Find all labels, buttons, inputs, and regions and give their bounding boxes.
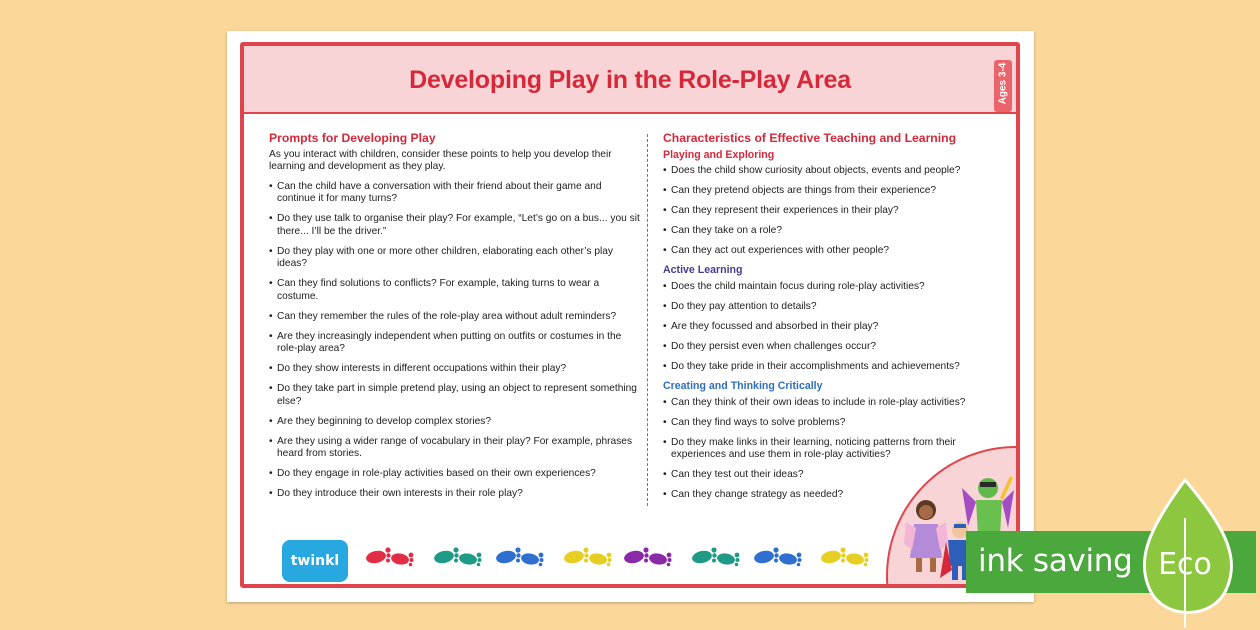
list-item: • Can they represent their experiences in their play? xyxy=(663,205,1003,218)
eco-leaf-icon xyxy=(1128,478,1248,628)
twinkl-logo xyxy=(282,540,348,582)
list-item: • Do they take part in simple pretend play, using an object to represent something else? xyxy=(269,383,641,408)
section-title-creating-thinking: Creating and Thinking Critically xyxy=(663,380,823,393)
active-learning-list xyxy=(663,281,1003,373)
footprint-icon xyxy=(819,543,871,569)
list-item: • Do they make links in their learning, noticing patterns from their experiences and use them in role-play activities? xyxy=(663,437,1003,462)
list-item: • Do they show interests in different occupations within their play? xyxy=(269,363,641,376)
list-item: • Are they beginning to develop complex stories? xyxy=(269,416,641,429)
list-item: • Can they act out experiences with other people? xyxy=(663,245,1003,258)
footprint-icon xyxy=(562,543,614,569)
footprint-icon xyxy=(432,543,484,569)
age-tab xyxy=(994,60,1012,112)
list-item: • Can they find ways to solve problems? xyxy=(663,417,1003,430)
list-item: • Can the child have a conversation with their friend about their game and continue it for many turns? xyxy=(269,181,641,206)
creating-thinking-list xyxy=(663,397,1003,502)
list-item: • Can they take on a role? xyxy=(663,225,1003,238)
footprint-icon xyxy=(690,543,742,569)
list-item: • Does the child show curiosity about objects, events and people? xyxy=(663,165,1003,178)
logo-text: twinkl xyxy=(290,553,340,569)
page-title: Developing Play in the Role-Play Area xyxy=(409,66,851,94)
title-band xyxy=(244,46,1016,114)
eco-label: Eco xyxy=(1158,547,1212,582)
list-item: • Do they use talk to organise their play? For example, “Let’s go on a bus... you sit there... I’ll be the driver.” xyxy=(269,213,641,238)
list-item: • Do they persist even when challenges occur? xyxy=(663,341,1003,354)
characteristics-heading: Characteristics of Effective Teaching and Learning xyxy=(663,131,957,145)
list-item: • Are they focussed and absorbed in their play? xyxy=(663,321,1003,334)
list-item: • Do they introduce their own interests in their role play? xyxy=(269,488,641,501)
list-item: • Are they increasingly independent when putting on outfits or costumes in the role-play area? xyxy=(269,331,641,356)
list-item: • Do they play with one or more other children, elaborating each other’s play ideas? xyxy=(269,246,641,271)
list-item: • Can they pretend objects are things from their experience? xyxy=(663,185,1003,198)
list-item: • Can they change strategy as needed? xyxy=(663,489,1003,502)
ink-saving-label: ink saving xyxy=(978,543,1133,579)
footprint-icon xyxy=(752,543,804,569)
footprint-icon xyxy=(364,543,416,569)
list-item: • Can they remember the rules of the role-play area without adult reminders? xyxy=(269,311,641,324)
footprint-icon xyxy=(494,543,546,569)
list-item: • Do they engage in role-play activities based on their own experiences? xyxy=(269,468,641,481)
list-item: • Do they pay attention to details? xyxy=(663,301,1003,314)
list-item: • Can they find solutions to conflicts? For example, taking turns to wear a costume. xyxy=(269,278,641,303)
characteristics-column xyxy=(663,132,1003,509)
footprint-icon xyxy=(622,543,674,569)
prompts-intro: As you interact with children, consider these points to help you develop their learning and development as they play. xyxy=(269,148,612,172)
column-divider xyxy=(647,134,648,506)
list-item: • Can they think of their own ideas to include in role-play activities? xyxy=(663,397,1003,410)
section-title-playing-exploring: Playing and Exploring xyxy=(663,148,775,161)
prompts-list xyxy=(269,181,641,501)
playing-exploring-list xyxy=(663,165,1003,257)
age-tab-label: Ages 3-4 xyxy=(997,62,1009,105)
prompts-column xyxy=(269,132,641,508)
list-item: • Do they take pride in their accomplishments and achievements? xyxy=(663,361,1003,374)
list-item: • Does the child maintain focus during role-play activities? xyxy=(663,281,1003,294)
section-title-active-learning: Active Learning xyxy=(663,264,743,277)
list-item: • Can they test out their ideas? xyxy=(663,469,1003,482)
prompts-heading: Prompts for Developing Play xyxy=(269,131,436,145)
list-item: • Are they using a wider range of vocabulary in their play? For example, phrases heard from stories. xyxy=(269,436,641,461)
worksheet-frame xyxy=(240,42,1020,588)
